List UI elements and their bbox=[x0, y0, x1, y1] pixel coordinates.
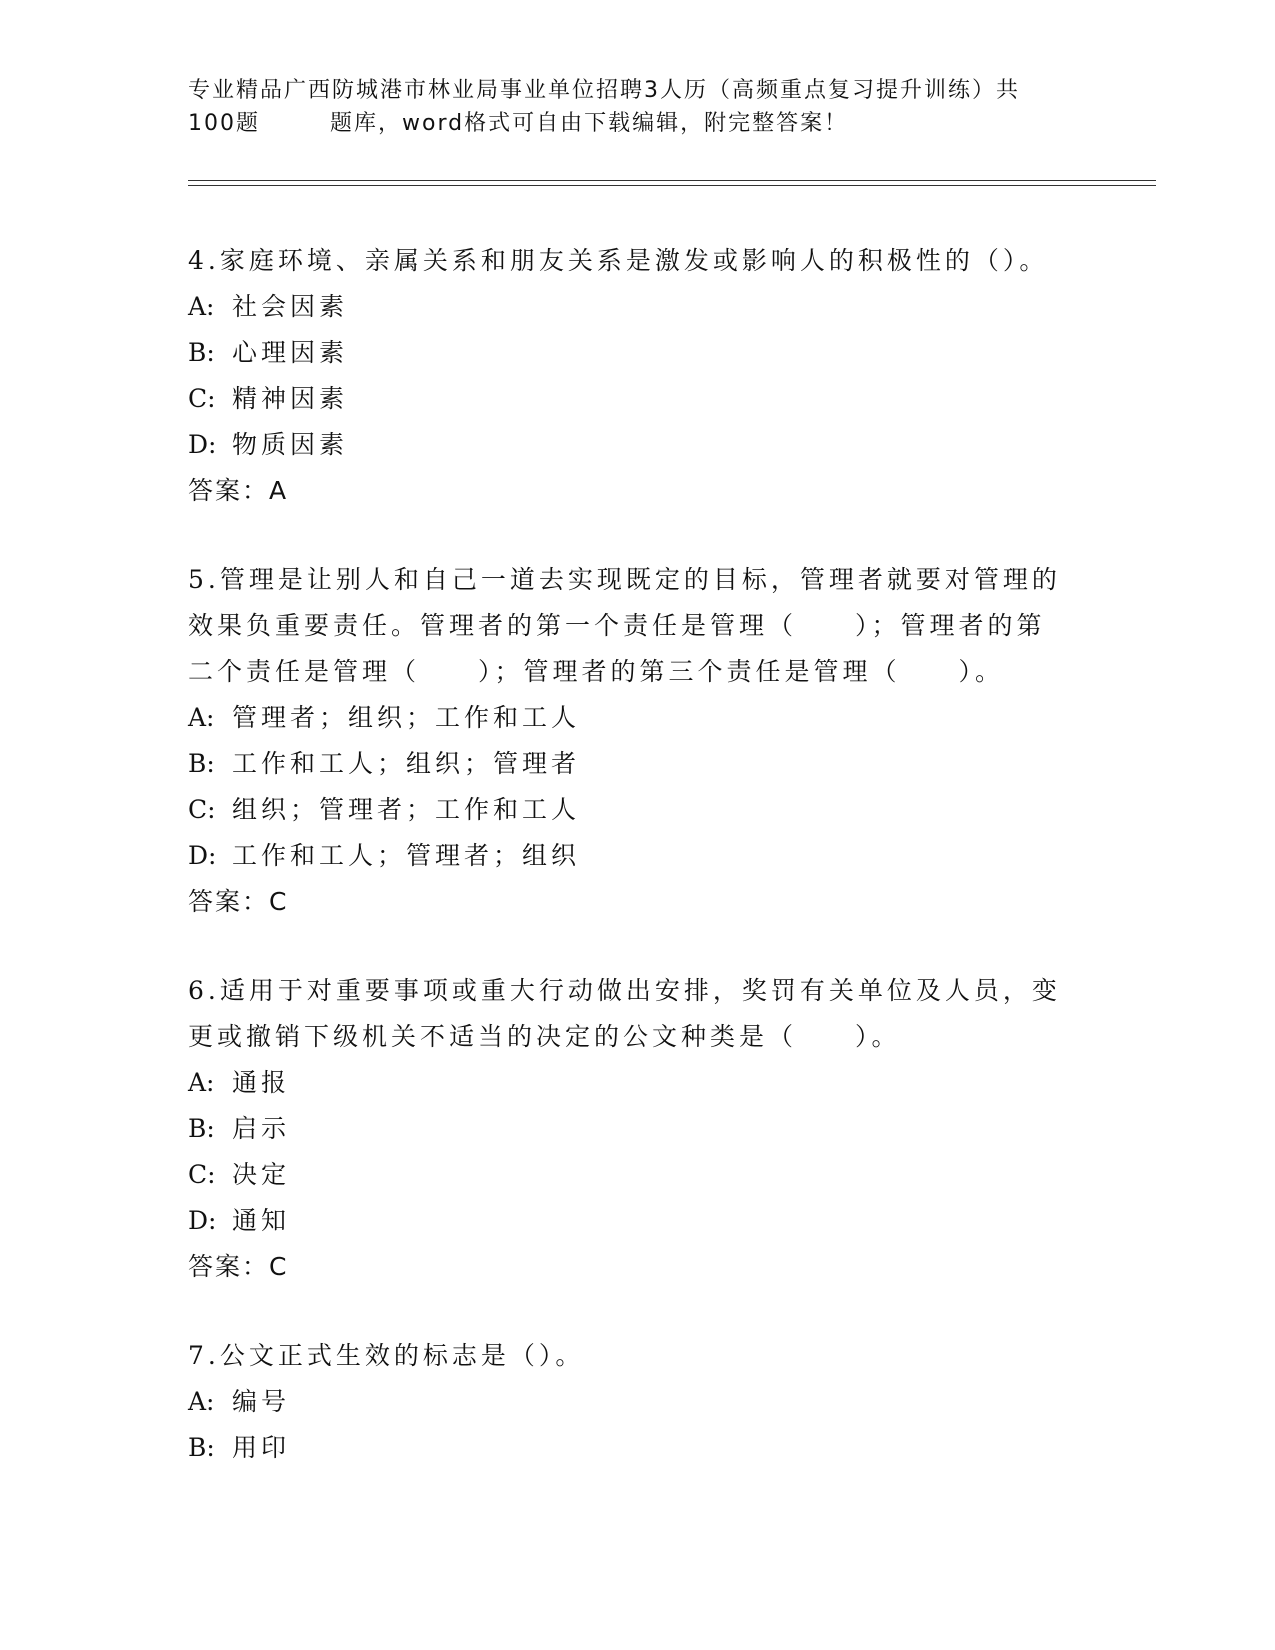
option-letter: D: bbox=[188, 841, 217, 870]
question-list bbox=[188, 238, 1068, 1514]
answer-line: 答案：A bbox=[188, 476, 289, 505]
option-letter: C: bbox=[188, 384, 216, 413]
option-letter: A: bbox=[188, 703, 215, 732]
question-item bbox=[188, 557, 1068, 925]
option-d bbox=[188, 422, 1068, 468]
option-text: 启示 bbox=[232, 1114, 291, 1143]
option-a bbox=[188, 284, 1068, 330]
option-text: 用印 bbox=[232, 1433, 291, 1462]
question-stem: 4.家庭环境、亲属关系和朋友关系是激发或影响人的积极性的（）。 bbox=[188, 246, 1049, 275]
option-letter: D: bbox=[188, 430, 217, 459]
option-letter: B: bbox=[188, 1114, 215, 1143]
document-header bbox=[188, 74, 1068, 140]
option-a bbox=[188, 1379, 1068, 1425]
question-item bbox=[188, 968, 1068, 1290]
option-letter: D: bbox=[188, 1206, 217, 1235]
option-letter: A: bbox=[188, 1068, 215, 1097]
question-item bbox=[188, 1333, 1068, 1471]
header-divider-bottom bbox=[188, 185, 1156, 186]
header-title-line-2 bbox=[188, 107, 1068, 140]
option-letter: C: bbox=[188, 1160, 216, 1189]
option-letter: B: bbox=[188, 749, 215, 778]
option-letter: A: bbox=[188, 292, 215, 321]
option-text: 通知 bbox=[232, 1206, 291, 1235]
header-question-count: 100题 bbox=[188, 111, 260, 136]
header-divider-top bbox=[188, 180, 1156, 181]
option-text: 工作和工人；管理者；组织 bbox=[232, 841, 581, 870]
option-letter: A: bbox=[188, 1387, 215, 1416]
option-b bbox=[188, 1106, 1068, 1152]
answer-line: 答案：C bbox=[188, 887, 289, 916]
option-text: 工作和工人；组织；管理者 bbox=[232, 749, 581, 778]
option-text: 社会因素 bbox=[232, 292, 349, 321]
option-text: 通报 bbox=[232, 1068, 291, 1097]
option-text: 精神因素 bbox=[232, 384, 349, 413]
option-letter: B: bbox=[188, 338, 215, 367]
option-text: 组织；管理者；工作和工人 bbox=[232, 795, 581, 824]
question-stem: 7.公文正式生效的标志是（）。 bbox=[188, 1341, 585, 1370]
option-a bbox=[188, 1060, 1068, 1106]
option-b bbox=[188, 330, 1068, 376]
option-c bbox=[188, 376, 1068, 422]
option-b bbox=[188, 1425, 1068, 1471]
option-c bbox=[188, 787, 1068, 833]
question-item bbox=[188, 238, 1068, 514]
answer-line: 答案：C bbox=[188, 1252, 289, 1281]
header-title-line-1: 专业精品广西防城港市林业局事业单位招聘3人历（高频重点复习提升训练）共 bbox=[188, 78, 1020, 103]
question-stem: 6.适用于对重要事项或重大行动做出安排，奖罚有关单位及人员，变更或撤销下级机关不适当的决定的公文种类是（ ）。 bbox=[188, 976, 1061, 1051]
question-stem: 5.管理是让别人和自己一道去实现既定的目标，管理者就要对管理的效果负重要责任。管理者的第一个责任是管理（ ）；管理者的第二个责任是管理（ ）；管理者的第三个责任是管理（ ）。 bbox=[188, 565, 1061, 686]
option-text: 物质因素 bbox=[232, 430, 349, 459]
option-text: 管理者；组织；工作和工人 bbox=[232, 703, 581, 732]
option-b bbox=[188, 741, 1068, 787]
option-text: 编号 bbox=[232, 1387, 291, 1416]
option-text: 决定 bbox=[232, 1160, 291, 1189]
option-a bbox=[188, 695, 1068, 741]
option-d bbox=[188, 833, 1068, 879]
option-letter: B: bbox=[188, 1433, 215, 1462]
header-description: 题库，word格式可自由下载编辑，附完整答案！ bbox=[330, 111, 849, 136]
option-letter: C: bbox=[188, 795, 216, 824]
option-d bbox=[188, 1198, 1068, 1244]
option-text: 心理因素 bbox=[232, 338, 349, 367]
option-c bbox=[188, 1152, 1068, 1198]
